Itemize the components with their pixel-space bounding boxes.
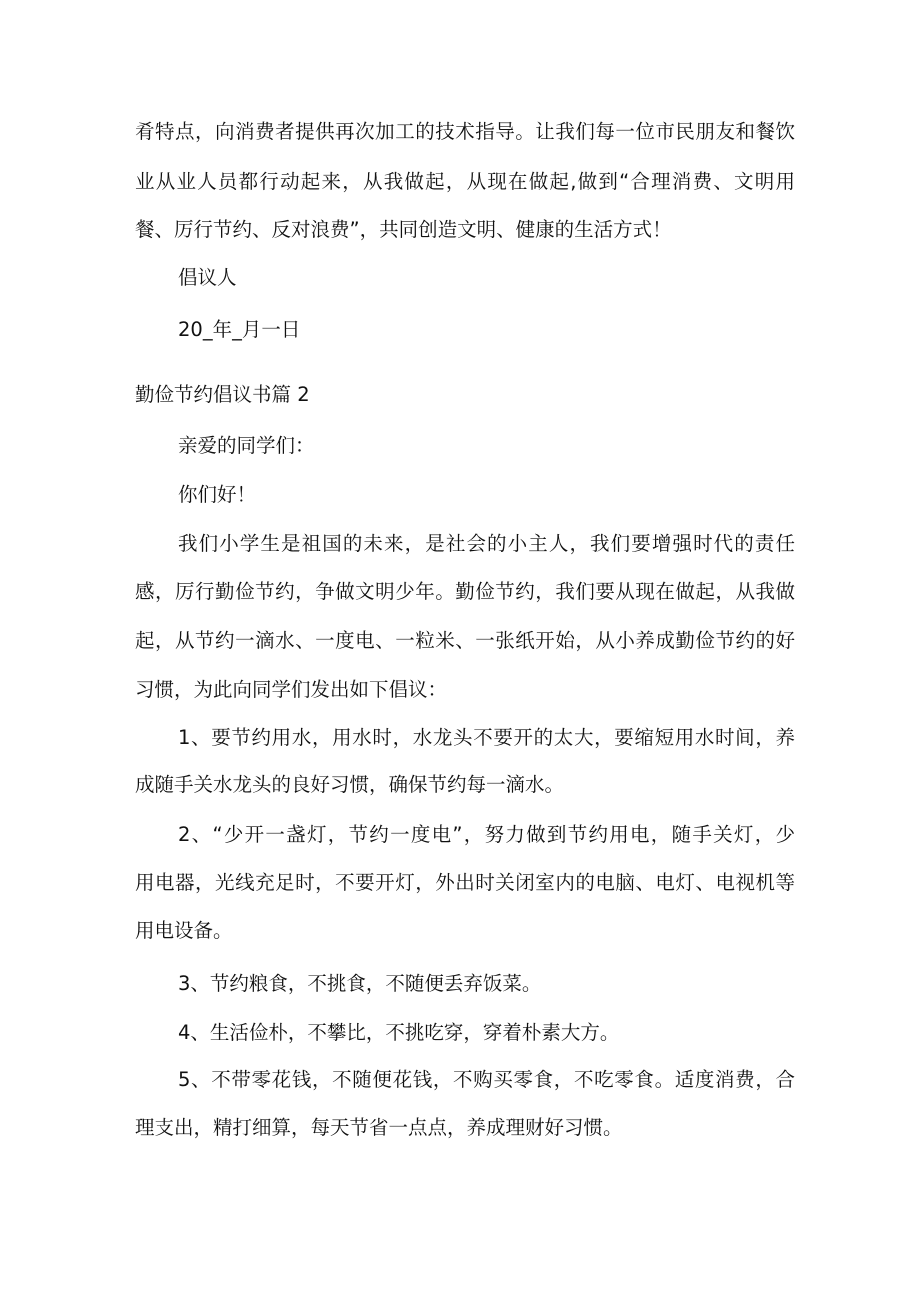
proposal-item-1-line: 1、要节约用水，用水时，水龙头不要开的太大，要缩短用水时间，养: [178, 726, 795, 749]
body-paragraph-line: 我们小学生是祖国的未来，是社会的小主人，我们要增强时代的责任: [178, 532, 795, 555]
proposal-item-2-line: 2、“少开一盏灯，节约一度电”，努力做到节约用电，随手关灯，少: [178, 823, 795, 846]
proposal-item-3-line: 3、节约粮食，不挑食，不随便丢弃饭菜。: [178, 972, 542, 995]
proposal-item-2-line: 用电设备。: [135, 919, 233, 942]
hello: 你们好！: [178, 483, 257, 506]
proposal-item-5-line: 5、不带零花钱，不随便花钱，不购买零食，不吃零食。适度消费，合: [178, 1068, 795, 1091]
body-paragraph-line: 感，厉行勤俭节约，争做文明少年。勤俭节约，我们要从现在做起，从我做: [135, 580, 795, 603]
section-title: 勤俭节约倡议书篇 2: [135, 383, 310, 406]
signature: 倡议人: [178, 266, 237, 289]
proposal-item-1-line: 成随手关水龙头的良好习惯，确保节约每一滴水。: [135, 773, 565, 796]
intro-paragraph-line: 业从业人员都行动起来，从我做起，从现在做起,做到“合理消费、文明用: [135, 170, 795, 193]
proposal-item-2-line: 用电器，光线充足时，不要开灯，外出时关闭室内的电脑、电灯、电视机等: [135, 871, 795, 894]
body-paragraph-line: 习惯，为此向同学们发出如下倡议：: [135, 678, 448, 701]
proposal-item-4-line: 4、生活俭朴，不攀比，不挑吃穿，穿着朴素大方。: [178, 1021, 620, 1044]
proposal-item-5-line: 理支出，精打细算，每天节省一点点，养成理财好习惯。: [135, 1116, 623, 1139]
greeting: 亲爱的同学们：: [178, 434, 315, 457]
date: 20_年_月一日: [178, 318, 301, 341]
body-paragraph-line: 起，从节约一滴水、一度电、一粒米、一张纸开始，从小养成勤俭节约的好: [135, 629, 795, 652]
intro-paragraph-line: 餐、厉行节约、反对浪费”，共同创造文明、健康的生活方式！: [135, 218, 672, 241]
intro-paragraph-line: 肴特点，向消费者提供再次加工的技术指导。让我们每一位市民朋友和餐饮: [135, 120, 795, 143]
